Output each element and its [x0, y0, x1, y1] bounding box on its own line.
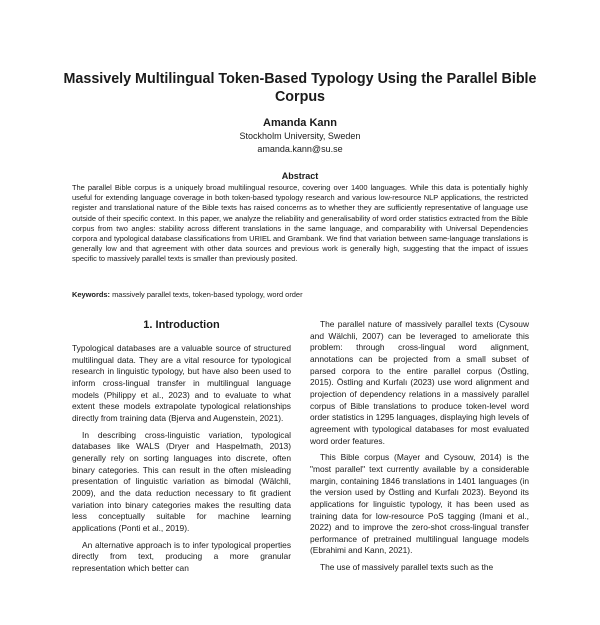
body-paragraph: An alternative approach is to infer typological properties directly from text, producing a more granular representation which better can: [72, 539, 291, 573]
author-name: Amanda Kann: [263, 117, 337, 129]
abstract-heading: Abstract: [281, 171, 319, 181]
author-email[interactable]: amanda.kann@su.se: [257, 144, 343, 154]
left-column: [72, 318, 291, 625]
keywords-label: Keywords:: [72, 290, 111, 299]
author-affiliation: Stockholm University, Sweden: [239, 131, 361, 141]
keywords-text: massively parallel texts, token-based typology, word order: [112, 290, 303, 299]
keywords-line: [72, 290, 528, 300]
abstract-text: The parallel Bible corpus is a uniquely broad multilingual resource, covering over 1400 languages. While this data is potentially highly useful for extending language coverage in both token-based typology research and various low-resource NLP applications, the restricted register and translational nature of the Bible texts has raised concerns as to whether they are sufficiently representative of language use outside of their specific context. In this paper, we analyze the reliability and generalisability of word order statistics extracted from the Bible corpus from two angles: stability across different translations in the same language, and comparability with Universal Dependencies corpora and typological database classifications from URIEL and Grambank. We find that variation between same-language translations is generally low and that agreement with other data sources and previous work is generally high, suggesting that the impact of issues specific to massively parallel texts is smaller than previously posited.: [72, 183, 528, 264]
body-paragraph: In describing cross-linguistic variation, typological databases like WALS (Dryer and Haspelmath, 2013) generally rely on sorting languages into discrete, often binary categories. This can result in the often misleading presentation of linguistic variation as bimodal (Wälchli, 2009), and the data reduction necessary to fit gradient variation into binary categories makes the resulting data less conceptually suitable for machine learning applications (Ponti et al., 2019).: [72, 429, 291, 533]
left-column-body: [72, 343, 291, 625]
body-paragraph: This Bible corpus (Mayer and Cysouw, 2014) is the "most parallel" text currently available by a considerable margin, containing 1846 translations in 1401 languages (in the version used by Östling and Kurfalı 2023). Beyond its applications for linguistic typology, it has been used as training data for low-resource PoS tagging (Imani et al., 2022) and to improve the zero-shot cross-lingual transfer performance of pretrained multilingual language models (Ebrahimi and Kann, 2021).: [310, 452, 529, 556]
body-paragraph: The use of massively parallel texts such as the: [320, 562, 494, 573]
right-column: [310, 319, 529, 579]
section-heading-introduction: 1. Introduction: [143, 319, 220, 331]
body-paragraph: The parallel nature of massively parallel texts (Cysouw and Wälchli, 2007) can be leveraged to ameliorate this problem: through cross-lingual word alignment, annotations can be projected from a small subset of parsed corpora to the entire parallel corpus (Östling, 2015). Östling and Kurfalı (2023) use word alignment and projection of dependency relations in a massively parallel corpus of Bible translations to produce token-level word order statistics in 1295 languages, displaying high levels of agreement with typological databases for most evaluated word order features.: [310, 319, 529, 446]
paper-title: Massively Multilingual Token-Based Typology Using the Parallel Bible Corpus: [63, 71, 537, 105]
body-paragraph: Typological databases are a valuable source of structured multilingual data. They are a vital resource for typological research in linguistic typology, but have also been used to inform cross-lingual transfer in multilingual language models (Philippy et al., 2023) and to evaluate to what extent these models extrapolate typological relationships directly from training data (Bjerva and Augenstein, 2021).: [72, 343, 291, 423]
